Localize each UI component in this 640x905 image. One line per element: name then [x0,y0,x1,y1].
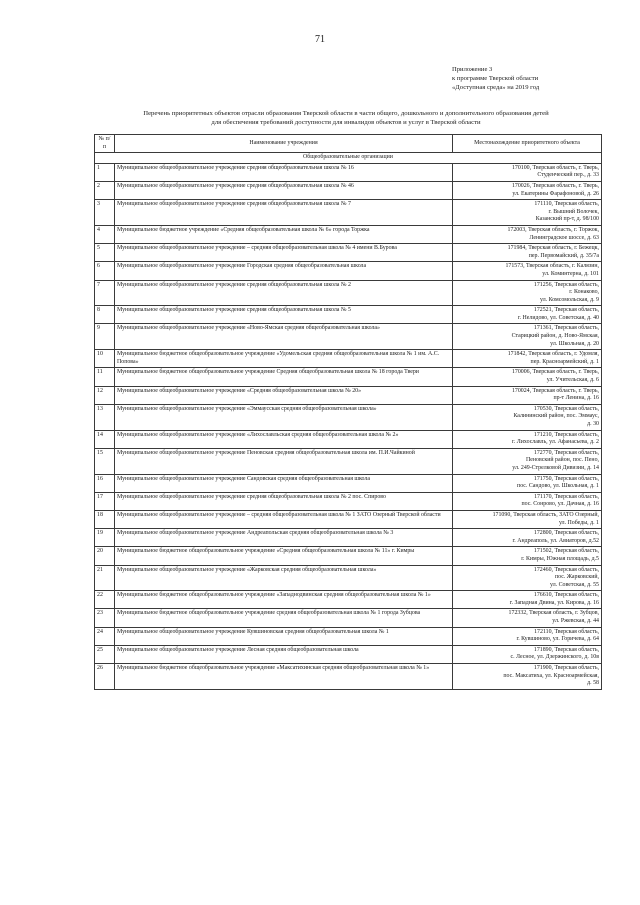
table-row [95,430,602,448]
institution-name: Муниципальное общеобразовательное учреждение «Жарковская средняя общеобразовательная школа» [115,565,453,591]
institution-name: Муниципальное бюджетное общеобразовательное учреждение «Удомельская средняя общеобразовательная школа № 1 им. А.С. Попова» [115,350,453,368]
institution-address [453,474,602,492]
row-number: 19 [95,529,115,547]
institution-name: Муниципальное общеобразовательное учреждение средняя общеобразовательная школа № 46 [115,181,453,199]
address-line: 170530, Тверская область, [533,405,599,412]
institution-name: Муниципальное общеобразовательное учреждение Сандовская средняя общеобразовательная школа [115,474,453,492]
institution-name: Муниципальное бюджетное учреждение «Средняя общеобразовательная школа № 6» города Торжка [115,225,453,243]
table-row [95,448,602,474]
address-line: г. Нелидово, ул. Советская, д. 40 [517,314,599,321]
address-line: 171256, Тверская область, [533,281,599,288]
address-line: 171502, Тверская область, [533,548,599,555]
header-name: Наименование учреждения [115,135,453,153]
table-row [95,529,602,547]
institution-address [453,324,602,350]
appendix-line: Приложение 3 [452,66,493,73]
table-row [95,163,602,181]
section-title: Общеобразовательные организации [95,153,602,164]
address-line: пос. Жарковский, [554,574,599,581]
address-line: с. Лесное, ул. Дзержинского, д. 10в [510,654,599,661]
address-line: 172521, Тверская область, [533,307,599,314]
institution-name: Муниципальное общеобразовательное учреждение – средняя общеобразовательная школа № 4 имени В.Бурова [115,244,453,262]
address-line: пос. Максатиха, ул. Красноармейская, [503,672,599,679]
institution-address [453,448,602,474]
address-line: 172332, Тверская область, г. Зубцов, [508,610,599,617]
institution-name: Муниципальное общеобразовательное учреждение «Эммаусская средняя общеобразовательная школа» [115,404,453,430]
appendix-line: к программе Тверской области [452,75,539,82]
address-line: г. Кимры, Южная площадь, д.5 [521,555,599,562]
table-row [95,306,602,324]
address-line: Пеновский район, пос. Пено, [526,457,599,464]
page-number: 71 [315,34,325,45]
institution-name: Муниципальное общеобразовательное учреждение средняя общеобразовательная школа № 16 [115,163,453,181]
address-line: 171984, Тверская область, г. Бежецк, [507,245,599,252]
institution-address [453,181,602,199]
institution-address [453,280,602,306]
institution-name: Муниципальное бюджетное общеобразовательное учреждение средняя общеобразовательная школа № 1 города Зубцова [115,609,453,627]
header-address: Местонахождение приоритетного объекта [453,135,602,153]
address-line: ул. Школьная, д. 20 [550,340,599,347]
institution-address [453,627,602,645]
institution-address [453,430,602,448]
table-row [95,262,602,280]
institution-name: Муниципальное общеобразовательное учреждение средняя общеобразовательная школа № 5 [115,306,453,324]
institution-address [453,386,602,404]
row-number: 9 [95,324,115,350]
table-row [95,645,602,663]
table-row [95,547,602,565]
row-number: 10 [95,350,115,368]
address-line: ул. Советская, д. 55 [550,581,599,588]
institution-address [453,244,602,262]
institution-name: Муниципальное бюджетное общеобразовательное учреждение «Средняя общеобразовательная школа № 11» г. Кимры [115,547,453,565]
address-line: д. 30 [587,421,599,427]
table-row [95,368,602,386]
address-line: Старицкий район, д. Ново-Ямская, [511,333,599,340]
row-number: 4 [95,225,115,243]
address-line: ул. 249-Стрелковой Дивизии, д. 14 [512,464,599,471]
institution-address [453,547,602,565]
address-line: 172800, Тверская область, [533,530,599,537]
address-line: 172770, Тверская область, [533,449,599,456]
institution-address [453,591,602,609]
address-line: 171170, Тверская область, [534,493,599,500]
address-line: 176610, Тверская область, [533,592,599,599]
address-line: 172460, Тверская область, [533,566,599,573]
address-line: пер. Первомайский, д. 35/7а [528,252,599,259]
appendix-note [452,65,602,92]
objects-table [94,134,602,690]
address-line: г. Конаково, [569,289,599,296]
address-line: 171842, Тверская область, г. Удомля, [507,351,599,358]
institution-name: Муниципальное общеобразовательное учреждение Лесная средняя общеобразовательная школа [115,645,453,663]
table-row [95,324,602,350]
address-line: г. Западная Двина, ул. Кирова, д. 16 [509,599,599,606]
institution-name: Муниципальное общеобразовательное учреждение средняя общеобразовательная школа № 2 [115,280,453,306]
institution-address [453,262,602,280]
row-number: 23 [95,609,115,627]
table-row [95,627,602,645]
address-line: 170024, Тверская область, г. Тверь, [511,387,599,394]
institution-address [453,664,602,690]
address-line: пер. Красноармейский, д. 1 [530,358,599,365]
table-row [95,510,602,528]
row-number: 14 [95,430,115,448]
address-line: 171573, Тверская область, г. Калязин, [505,263,599,270]
row-number: 5 [95,244,115,262]
address-line: Калининский район, пос. Эммаус, [513,413,599,420]
table-row [95,244,602,262]
institution-address [453,200,602,226]
address-line: ул. Екатерины Фарафоновой, д. 26 [512,190,599,197]
institution-name: Муниципальное общеобразовательное учреждение Андреапольская средняя общеобразовательная школа № 3 [115,529,453,547]
row-number: 17 [95,492,115,510]
address-line: Ленинградское шоссе, д. 63 [529,234,599,241]
address-line: Казанский пр-т, д. 98/100 [535,216,599,223]
institution-address [453,404,602,430]
address-line: пр-т Ленина, д. 16 [553,395,599,402]
address-line: 171900, Тверская область, [533,665,599,672]
table-row [95,474,602,492]
table-row [95,565,602,591]
institution-address [453,163,602,181]
table-row [95,386,602,404]
institution-address [453,350,602,368]
address-line: Студенческий пер., д. 33 [537,172,599,179]
table-row [95,280,602,306]
table-row [95,181,602,199]
institution-address [453,368,602,386]
institution-address [453,565,602,591]
table-row [95,350,602,368]
institution-name: Муниципальное бюджетное общеобразовательное учреждение Средняя общеобразовательная школа № 18 города Твери [115,368,453,386]
institution-name: Муниципальное общеобразовательное учреждение средняя общеобразовательная школа № 7 [115,200,453,226]
institution-name: Муниципальное бюджетное общеобразовательное учреждение «Западнодвинская средняя общеобразовательная школа № 1» [115,591,453,609]
address-line: 170006, Тверская область, г. Тверь, [511,369,599,376]
address-line: 170100, Тверская область, г. Тверь, [511,164,599,171]
row-number: 18 [95,510,115,528]
institution-name: Муниципальное общеобразовательное учреждение средняя общеобразовательная школа № 2 пос. Спирово [115,492,453,510]
row-number: 24 [95,627,115,645]
row-number: 21 [95,565,115,591]
table-row [95,404,602,430]
institution-address [453,306,602,324]
row-number: 11 [95,368,115,386]
address-line: 171361, Тверская область, [533,325,599,332]
institution-name: Муниципальное общеобразовательное учреждение «Средняя общеобразовательная школа № 20» [115,386,453,404]
address-line: ул. Коминтерна, д. 101 [542,270,599,277]
institution-address [453,529,602,547]
row-number: 6 [95,262,115,280]
address-line: г. Лихославль, ул. Афанасьева, д. 2 [512,439,599,446]
row-number: 15 [95,448,115,474]
address-line: 171750, Тверская область, [533,475,599,482]
institution-address [453,609,602,627]
row-number: 25 [95,645,115,663]
address-line: ул. Комсомольская, д. 9 [540,296,599,303]
section-row [95,153,602,164]
address-line: пос. Сандово, ул. Школьная, д. 1 [517,483,599,490]
row-number: 1 [95,163,115,181]
address-line: 171110, Тверская область, [534,201,599,208]
table-header-row [95,135,602,153]
institution-address [453,510,602,528]
address-line: 171890, Тверская область, [533,646,599,653]
address-line: 172003, Тверская область, г. Торжок, [507,226,599,233]
row-number: 12 [95,386,115,404]
table-row [95,664,602,690]
table-row [95,591,602,609]
institution-name: Муниципальное общеобразовательное учреждение – средняя общеобразовательная школа № 1 ЗАТО Озерный Тверской области [115,510,453,528]
table-row [95,492,602,510]
address-line: 171210, Тверская область, [533,431,599,438]
header-num: № п/п [95,135,115,153]
table-row [95,225,602,243]
institution-name: Муниципальное бюджетное общеобразовательное учреждение «Максатихинская средняя общеобразовательная школа № 1» [115,664,453,690]
table-row [95,609,602,627]
row-number: 8 [95,306,115,324]
institution-name: Муниципальное общеобразовательное учреждение Кувшиновская средняя общеобразовательная школа № 1 [115,627,453,645]
row-number: 20 [95,547,115,565]
document-title [96,109,596,127]
address-line: пос. Сонрово, ул. Дачная, д. 16 [521,501,599,508]
row-number: 3 [95,200,115,226]
document-title-line: для обеспечения требований доступности для инвалидов объектов и услуг в Тверской области [211,119,481,126]
address-line: г. Кувшиново, ул. Горичева, д. 64 [516,636,599,643]
address-line: ул. Победы, д. 1 [558,519,599,526]
address-line: 170026, Тверская область, г. Тверь, [511,182,599,189]
row-number: 13 [95,404,115,430]
address-line: г. Андреаполь, ул. Авиаторов, д.52 [512,537,599,544]
row-number: 2 [95,181,115,199]
institution-address [453,225,602,243]
address-line: д. 58 [587,680,599,687]
row-number: 16 [95,474,115,492]
institution-name: Муниципальное общеобразовательное учреждение Пеновская средняя общеобразовательная школа им. П.И.Чайкиной [115,448,453,474]
institution-address [453,645,602,663]
table-row [95,200,602,226]
address-line: ул. Ржевская, д. 44 [552,618,599,625]
address-line: 171090, Тверская область, ЗАТО Озерный, [492,511,599,518]
appendix-line: «Доступная среда» на 2019 год [452,84,540,91]
institution-name: Муниципальное общеобразовательное учреждение «Ново-Ямская средняя общеобразовательная школа» [115,324,453,350]
row-number: 26 [95,664,115,690]
address-line: 172110, Тверская область, [534,628,599,635]
institution-name: Муниципальное общеобразовательное учреждение Городская средняя общеобразовательная школа [115,262,453,280]
row-number: 7 [95,280,115,306]
document-title-line: Перечень приоритетных объектов отрасли образования Тверской области в части общего, дошкольного и дополнительного образования детей [143,110,549,117]
institution-address [453,492,602,510]
address-line: г. Вышний Волочек, [548,208,599,215]
row-number: 22 [95,591,115,609]
table-body [95,153,602,690]
address-line: ул. Учительская, д. 6 [546,377,599,384]
institution-name: Муниципальное общеобразовательное учреждение «Лихославльская средняя общеобразовательная школа № 2» [115,430,453,448]
